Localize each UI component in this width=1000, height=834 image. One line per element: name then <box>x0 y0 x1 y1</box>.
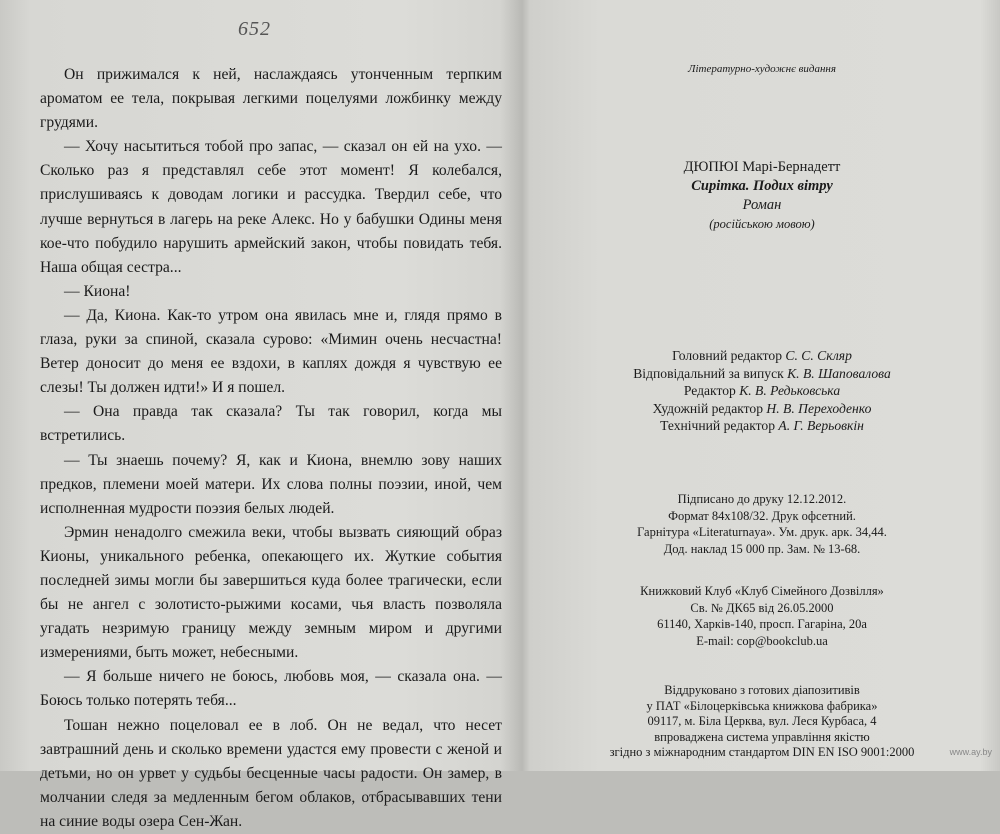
printer-line: Віддруковано з готових діапозитивів <box>664 683 860 697</box>
staff-line <box>524 400 1000 418</box>
staff-name: К. В. Редьковська <box>739 383 841 398</box>
language-note: (російською мовою) <box>709 217 815 231</box>
printer-line: 09117, м. Біла Церква, вул. Леся Курбаса, 4 <box>647 714 877 729</box>
staff-name: Н. В. Переходенко <box>766 400 872 416</box>
staff-role: Художній редактор <box>652 400 764 416</box>
print-info-line: Формат 84x108/32. Друк офсетний. <box>668 508 856 523</box>
print-info-line: Підписано до друку 12.12.2012. <box>677 492 847 506</box>
print-info-line: Дод. наклад 15 000 пр. Зам. № 13-68. <box>663 541 861 556</box>
printer-info <box>524 683 1000 761</box>
series-label: Літературно-художнє видання <box>688 63 836 75</box>
paragraph: — Да, Киона. Как-то утром она явилась мне и, глядя прямо в глаза, руки за спиной, сказала сурово: «Мимин очень несчастна! Ветер доносит до меня ее вздохи, в каплях дождя я чувствую ее слезы! Ты должен идти!» И я пошел. <box>40 306 502 397</box>
paragraph: — Киона! <box>64 282 131 300</box>
book-title: Сирітка. Подих вітру <box>691 178 833 194</box>
watermark: www.ay.by <box>949 747 992 757</box>
paragraph: — Она правда так сказала? Ты так говорил, когда мы встретились. <box>40 403 502 445</box>
publisher-line: Св. № ДК65 від 26.05.2000 <box>690 600 834 615</box>
publisher-line: Книжковий Клуб «Клуб Сімейного Дозвілля» <box>640 584 884 598</box>
genre: Роман <box>742 197 782 213</box>
printer-line: впроваджена система управління якістю <box>654 729 870 744</box>
paragraph: — Ты знаешь почему? Я, как и Киона, внемлю зову наших предков, племени моей матери. Их слова полны поэзии, иной, чем исполненная мудрости поэзия белых людей. <box>40 451 502 517</box>
paragraph: Тошан нежно поцеловал ее в лоб. Он не ведал, что несет завтрашний день и сколько времени удастся ему провести с женой и детьми, но он урвет у судьбы бесценные часы радости. Он замер, в молчании следя за медленным бегом облаков, отбрасывавших тени на синие воды озера Сен-Жан. <box>40 716 502 830</box>
staff-role: Головний редактор <box>672 348 782 363</box>
staff-credits <box>524 347 1000 435</box>
print-info-line: Гарнітура «Literaturnaya». Ум. друк. арк. 34,44. <box>637 525 887 539</box>
printer-line: у ПАТ «Білоцерківська книжкова фабрика» <box>646 698 878 713</box>
staff-line <box>524 365 1000 383</box>
paragraph: Он прижимался к ней, наслаждаясь утонченным терпким ароматом ее тела, покрывая легкими поцелуями ложбинку между грудями. <box>40 66 502 132</box>
publisher-line: E-mail: cop@bookclub.ua <box>696 633 828 648</box>
staff-role: Технічний редактор <box>660 418 775 433</box>
staff-line <box>524 417 1000 435</box>
page-number: 652 <box>238 18 271 40</box>
staff-name: А. Г. Верьовкін <box>778 418 864 433</box>
staff-role: Редактор <box>683 383 736 398</box>
paragraph: — Я больше ничего не боюсь, любовь моя, — сказала она. — Боюсь только потерять тебя... <box>40 668 502 710</box>
printer-line: згідно з міжнародним стандартом DIN EN ISO 9001:2000 <box>609 745 915 760</box>
title-block <box>524 158 1000 234</box>
staff-line <box>524 347 1000 365</box>
paragraph: — Хочу насытиться тобой про запас, — сказал он ей на ухо. — Сколько раз я представлял себе этот момент! Я колебался, прислушиваясь к доводам логики и рассудка. Твердил себе, что лучше вернуться в лагерь на реке Алекс. Но у бабушки Одины меня кое-что побудило нарушить армейский закон, чтобы повидать тебя. Наша общая сестра... <box>40 138 502 276</box>
staff-name: К. В. Шаповалова <box>787 365 891 381</box>
print-info <box>524 491 1000 557</box>
staff-role: Відповідальний за випуск <box>633 365 784 381</box>
paragraph: Эрмин ненадолго смежила веки, чтобы вызвать сияющий образ Кионы, уникального ребенка, опекающего их. Жуткие события последней зимы могли бы завершиться куда более трагически, если бы не ангел с золотисто-рыжими косами, чья власть позволяла угадать незримую границу между земным миром и другими измерениями, быть может, небесными. <box>40 523 502 662</box>
body-text <box>40 63 502 834</box>
right-page-imprint <box>524 0 1000 771</box>
publisher-line: 61140, Харків-140, просп. Гагаріна, 20а <box>657 617 867 631</box>
author: ДЮПЮІ Марі-Бернадетт <box>683 159 841 175</box>
staff-name: С. С. Скляр <box>785 348 852 363</box>
publisher-info <box>524 583 1000 649</box>
staff-line <box>524 382 1000 400</box>
